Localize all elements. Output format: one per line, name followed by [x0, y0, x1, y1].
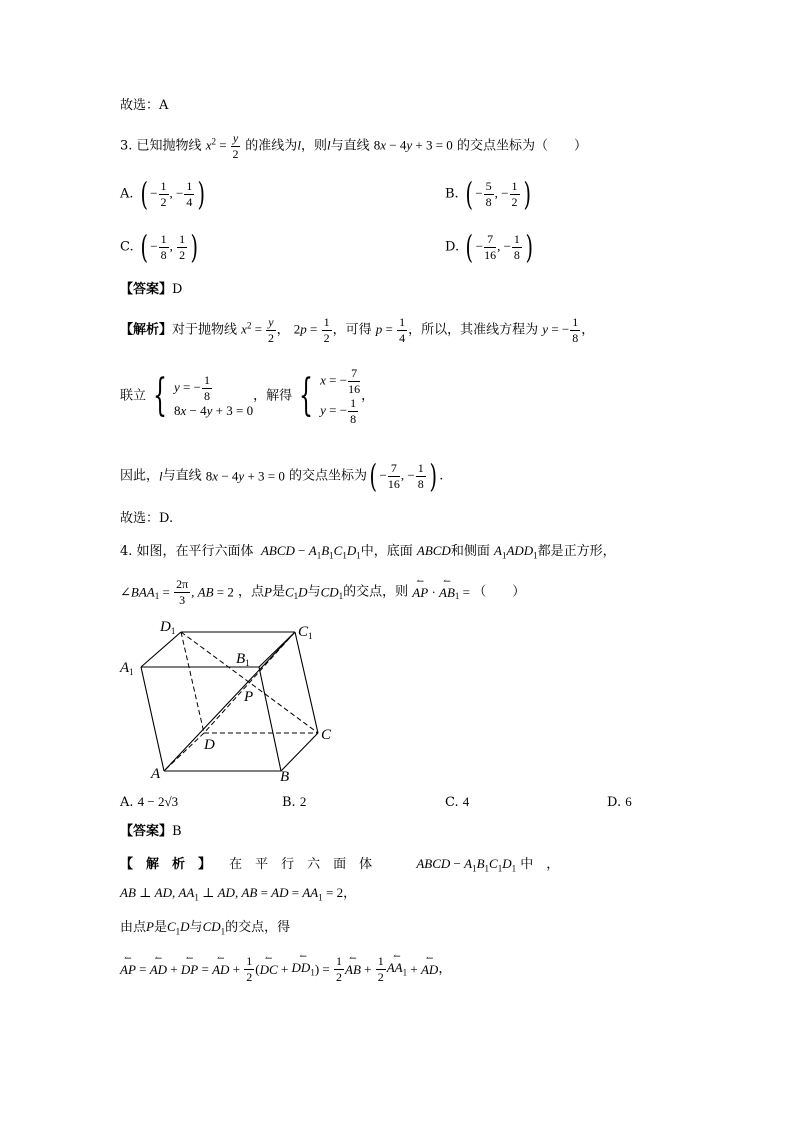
q4-analysis-line4: ↼ AP = ↼ AD + ↼ DP = ↼ AD + $\frac{1}{2}$ (↼ DC + ↼ $DD_1$) = $\frac{1}{2}$ ↼ AB + $\frac{1}{2}$ ↼ $AA_1$ + ↼ AD， — [120, 955, 451, 983]
q4-analysis-line2: AB ⊥ AD, $AA_1$ ⊥ AD, AB = AD = $AA_1 = 2$， — [120, 885, 357, 903]
q4-stem-line2: $\angle BAA_1$ = $\frac{2\pi}{3}$ , AB = 2 ，点P是$C_1D$与$CD_1$的交点，则 ↼ AP · ↼ $AB_1$ = （ ） — [120, 578, 525, 606]
q4-analysis-line1: 【 解 析 】 在 平 行 六 面 体 ABCD − $A_1B_1C_1D_1$ 中 ， — [120, 856, 560, 874]
diagonal-c1d — [204, 632, 295, 733]
label-c: C — [321, 727, 332, 743]
q3-option-c[interactable]: C. ( − $\frac{1}{8}$ , $\frac{1}{2}$ ) — [120, 228, 199, 266]
q4-analysis-line3: 由点P是$C_1D$与$CD_1$的交点，得 — [120, 919, 291, 937]
q3-conclusion: 故选：D. — [120, 511, 174, 526]
label-d: D — [204, 737, 215, 753]
q3-number: 3. — [120, 138, 133, 154]
q3-analysis-line3: 因此，l与直线 8x − 4y + 3 = 0 的交点坐标为( − $\frac{7}{16}$ , − $\frac{1}{8}$ ) . — [120, 457, 444, 495]
edge-bc — [281, 733, 318, 771]
q3-analysis-line2: 联立 { y = − $\frac{1}{8}$ 8x − 4y + 3 = 0 ，解得 { x = − $\frac{7}{16}$ y = − $\frac{1}{8}$ ， — [120, 366, 375, 426]
edge-d1d — [181, 632, 204, 733]
q3-stem: 3. 已知抛物线 $x^2$ = $\frac{y}{2}$ 的准线为l，则l与直线 8x − 4y + 3 = 0 的交点坐标为（ ） — [120, 131, 587, 161]
edge-b1b — [259, 667, 281, 771]
label-b1: $B_1$ — [236, 651, 250, 668]
q4-stem-line1: 4. 如图，在平行六面体 ABCD − $A_1B_1C_1D_1$中，底面 ABCD和侧面 $A_1ADD_1$都是正方形， — [120, 543, 616, 561]
q4-answer: 【答案】B — [120, 824, 182, 839]
parallelepiped-svg — [118, 615, 358, 785]
label-a: A — [151, 766, 161, 782]
q4-option-d[interactable]: D. 6 — [607, 794, 632, 810]
diagonal-ac1 — [164, 632, 295, 771]
q4-option-b[interactable]: B. 2 — [282, 794, 307, 810]
edge-a1d1 — [141, 632, 181, 667]
q3-option-b[interactable]: B. ( − $\frac{5}{8}$ , − $\frac{1}{2}$ ) — [445, 175, 531, 213]
q3-option-a[interactable]: A. ( − $\frac{1}{2}$ , − $\frac{1}{4}$ ) — [120, 175, 206, 213]
q3-option-d[interactable]: D. ( − $\frac{7}{16}$ , − $\frac{1}{8}$ ) — [445, 228, 533, 266]
q4-option-a[interactable]: A. 4 − 2√3 — [120, 794, 179, 810]
parallelepiped-figure — [118, 615, 358, 785]
label-a1: $A_1$ — [120, 660, 134, 677]
label-c1: $C_1$ — [298, 624, 313, 641]
label-p: P — [244, 689, 254, 705]
q4-option-c[interactable]: C. 4 — [445, 794, 470, 810]
q3-answer: 【答案】D — [120, 282, 183, 297]
edge-a1a — [141, 667, 164, 771]
prev-answer: 故选：A — [120, 98, 169, 113]
label-b: B — [280, 769, 290, 785]
q3-analysis-line1: 【解析】对于抛物线 $x^2$ = $\frac{y}{2}$ ， 2p = $\frac{1}{2}$ ，可得 p = $\frac{1}{4}$ ，所以，其准线方程为 y = − $\frac{1}{8}$ ， — [120, 315, 595, 345]
edge-c1c — [295, 632, 318, 733]
label-d1: $D_1$ — [160, 619, 176, 636]
